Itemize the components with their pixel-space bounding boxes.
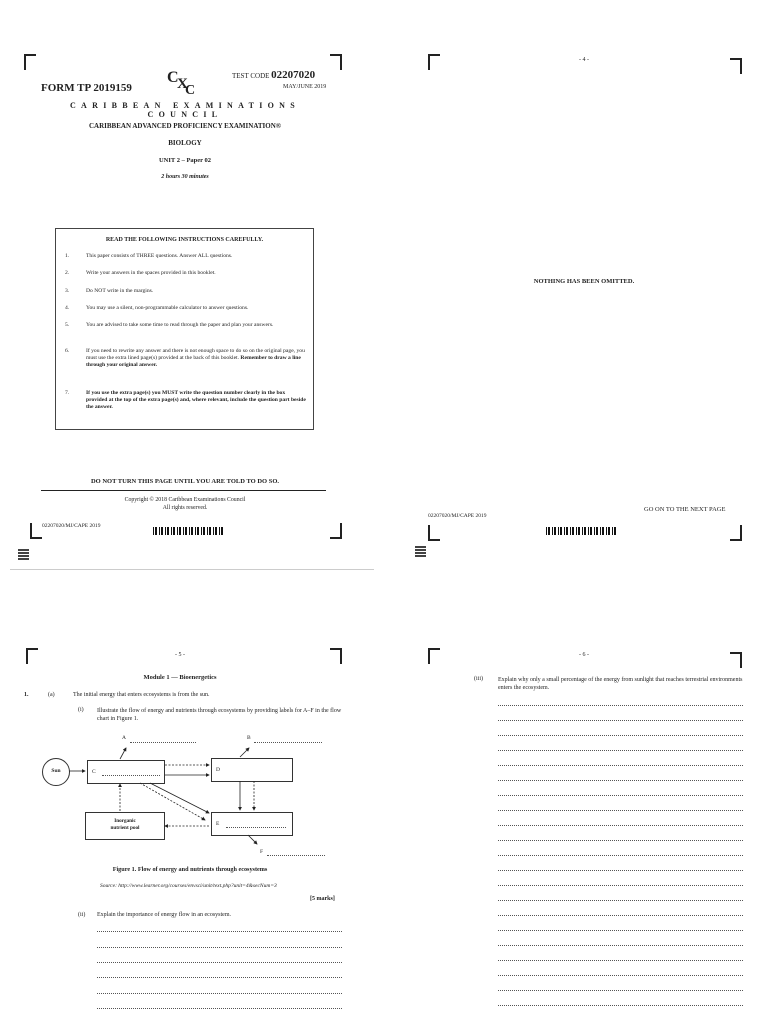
answer-line[interactable] xyxy=(498,780,743,781)
answer-line[interactable] xyxy=(498,975,743,976)
crop-mark xyxy=(30,523,42,539)
go-on-next-page: GO ON TO THE NEXT PAGE xyxy=(644,506,726,513)
crop-mark xyxy=(24,54,36,70)
page-number: - 5 - xyxy=(175,652,185,658)
unit-paper: UNIT 2 – Paper 02 xyxy=(158,157,212,164)
marks: [5 marks] xyxy=(310,896,335,902)
sun-label: Sun xyxy=(51,768,61,774)
answer-line[interactable] xyxy=(498,870,743,871)
answer-line[interactable] xyxy=(97,993,342,994)
answer-line[interactable] xyxy=(498,990,743,991)
answer-line[interactable] xyxy=(498,750,743,751)
exam-title: CARIBBEAN ADVANCED PROFICIENCY EXAMINATION® xyxy=(89,122,281,130)
question-stem: The initial energy that enters ecosystems is from the sun. xyxy=(73,692,210,698)
figure-source: Source: http://www.learner.org/courses/envsci/unit/text.php?unit=4&secNum=3 xyxy=(100,883,277,889)
divider xyxy=(41,490,326,491)
answer-line[interactable] xyxy=(498,915,743,916)
question-subpart: (ii) xyxy=(78,912,86,918)
label-d: D xyxy=(216,767,220,773)
inorganic-pool-box: Inorganic nutrient pool xyxy=(85,812,165,840)
page-4 xyxy=(384,0,768,570)
crop-mark xyxy=(428,54,440,70)
label-b: B xyxy=(247,735,251,741)
test-code: 02207020 xyxy=(271,69,316,81)
crop-mark xyxy=(730,58,742,74)
form-label: FORM TP 2019159 xyxy=(41,82,132,94)
question-text: Explain why only a small percentage of the energy from sunlight that reaches terrestrial environments enters the ecosystem. xyxy=(498,677,743,691)
question-number: 1. xyxy=(24,692,29,698)
crop-mark xyxy=(428,525,440,541)
answer-line[interactable] xyxy=(498,930,743,931)
answer-line[interactable] xyxy=(498,945,743,946)
answer-line[interactable] xyxy=(498,765,743,766)
answer-line[interactable] xyxy=(498,795,743,796)
answer-line[interactable] xyxy=(498,705,743,706)
rights-reserved: All rights reserved. xyxy=(162,505,208,511)
answer-line[interactable] xyxy=(498,735,743,736)
answer-line[interactable] xyxy=(97,931,342,932)
answer-line[interactable] xyxy=(97,962,342,963)
nothing-omitted: NOTHING HAS BEEN OMITTED. xyxy=(533,278,635,285)
svg-text:C: C xyxy=(167,69,179,86)
answer-line[interactable] xyxy=(498,855,743,856)
instructions-heading: READ THE FOLLOWING INSTRUCTIONS CAREFULLY. xyxy=(105,237,264,243)
question-text: Explain the importance of energy flow in an ecosystem. xyxy=(97,912,232,918)
question-text: Illustrate the flow of energy and nutrients through ecosystems by providing labels for A–F in the flow chart in Figure 1. xyxy=(97,708,342,722)
page-number: - 4 - xyxy=(579,57,589,63)
question-subpart: (iii) xyxy=(474,676,483,682)
page-5 xyxy=(0,600,384,1024)
answer-line[interactable] xyxy=(498,720,743,721)
question-part: (a) xyxy=(48,692,55,698)
page-number: - 6 - xyxy=(579,652,589,658)
crop-mark xyxy=(330,523,342,539)
svg-text:C: C xyxy=(185,83,196,98)
council-name: CARIBBEAN EXAMINATIONS COUNCIL xyxy=(69,101,301,119)
instructions-box: READ THE FOLLOWING INSTRUCTIONS CAREFULLY. 1. This paper consists of THREE questions. Answer ALL questions. 2. Write your answers in the spaces provided in this booklet. 3. Do NOT write in the margins. 4. You may use a silent, non-programmable calculator to answer questions. 5. You are advised to take some time to read through the paper and plan your answers. 6. If you need to rewrite any answer and there is not enough space to do so on the original page, you must use the extra lined page(s) provided at the back of this booklet. Remember to draw a line through your original answer. 7. If you use the extra page(s) you MUST write the question number clearly in the box provided at the top of the extra page(s) and, where relevant, include the question part beside the answer. xyxy=(55,228,314,430)
answer-line[interactable] xyxy=(498,825,743,826)
answer-line[interactable] xyxy=(498,885,743,886)
footer-code: 02207020/MJ/CAPE 2019 xyxy=(428,513,487,519)
answer-line[interactable] xyxy=(97,947,342,948)
label-f: F xyxy=(260,849,264,855)
answer-line[interactable] xyxy=(498,840,743,841)
label-e: E xyxy=(216,821,220,827)
svg-text:X: X xyxy=(177,76,188,92)
answer-line[interactable] xyxy=(498,900,743,901)
label-c: C xyxy=(92,769,96,775)
exam-cover-page xyxy=(0,0,384,570)
footer-code: 02207020/MJ/CAPE 2019 xyxy=(42,523,101,529)
answer-line[interactable] xyxy=(97,977,342,978)
duration: 2 hours 30 minutes xyxy=(161,174,209,180)
do-not-turn-warning: DO NOT TURN THIS PAGE UNTIL YOU ARE TOLD TO DO SO. xyxy=(90,478,280,485)
page-6 xyxy=(384,600,768,1024)
crop-mark xyxy=(330,54,342,70)
figure-caption: Figure 1. Flow of energy and nutrients through ecosystems xyxy=(112,866,268,873)
exam-date: MAY/JUNE 2019 xyxy=(283,84,327,90)
flow-arrows xyxy=(0,600,384,1024)
answer-line[interactable] xyxy=(498,960,743,961)
answer-line[interactable] xyxy=(498,810,743,811)
label-a: A xyxy=(122,735,126,741)
qr-code xyxy=(18,549,29,560)
test-code-label: TEST CODE xyxy=(232,72,270,80)
subject: BIOLOGY xyxy=(168,139,202,147)
crop-mark xyxy=(730,525,742,541)
cxc-logo xyxy=(165,66,199,96)
copyright: Copyright © 2018 Caribbean Examinations Council xyxy=(124,497,246,503)
barcode xyxy=(546,527,616,535)
crop-mark xyxy=(428,648,440,664)
qr-code xyxy=(415,546,426,557)
barcode xyxy=(153,527,223,535)
crop-mark xyxy=(730,652,742,668)
question-subpart: (i) xyxy=(78,707,84,713)
page-separator xyxy=(10,569,374,570)
answer-line[interactable] xyxy=(97,1008,342,1009)
answer-line[interactable] xyxy=(498,1005,743,1006)
module-heading: Module 1 — Bioenergetics xyxy=(143,674,217,681)
